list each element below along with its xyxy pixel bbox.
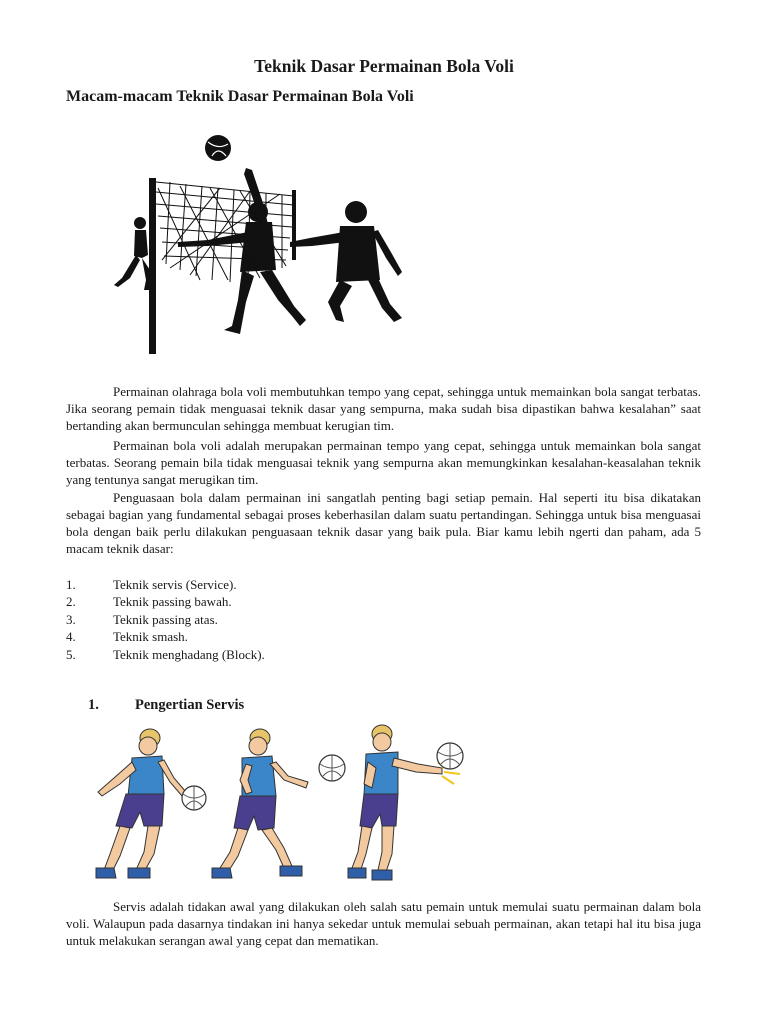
net-post-right xyxy=(292,190,296,260)
player-silhouette-left xyxy=(114,217,150,290)
volleyball-icon xyxy=(319,755,345,781)
serve-figure-3 xyxy=(348,725,463,880)
paragraph-1: Permainan olahraga bola voli membutuhkan tempo yang cepat, sehingga untuk memainkan bola sangat terbatas. Jika seorang pemain tidak menguasai teknik dasar yang sempurna, maka sudah bisa dipastikan bahwa kesalahan” saat bertanding akan bermunculan sehingga membuat kerugian tim. xyxy=(66,384,701,433)
volleyball-icon xyxy=(437,743,463,769)
list-item-number: 1. xyxy=(66,577,76,592)
volleyball-net-illustration xyxy=(100,130,420,355)
volleyball-icon xyxy=(205,135,231,161)
list-item-text: Teknik passing bawah. xyxy=(113,594,232,610)
section-paragraph: Servis adalah tidakan awal yang dilakukan oleh salah satu pemain untuk memulai suatu permainan dalam bola voli. Walaupun pada dasarnya tindakan ini hanya sekedar untuk memulai sebuah permainan, akan tetapi hal itu bisa juga untuk melakukan serangan awal yang cepat dan mematikan. xyxy=(66,899,701,948)
paragraph-3: Penguasaan bola dalam permainan ini sangatlah penting bagi setiap pemain. Hal seperti itu bisa dikatakan sebagai bagian yang fundamental sebagai proses keberhasilan dalam suatu pertandingan. Sehingga untuk bisa menguasai bola dengan baik perlu dilakukan penguasaan teknik dasar yang baik pula. Biar kamu lebih ngerti dan paham, ada 5 macam teknik dasar: xyxy=(66,490,701,556)
list-item-number: 2. xyxy=(66,594,76,610)
section-title: Pengertian Servis xyxy=(135,697,245,713)
document-subtitle: Macam-macam Teknik Dasar Permainan Bola Voli xyxy=(66,88,414,105)
serve-figure-1 xyxy=(96,729,206,878)
section-number: 1. xyxy=(88,697,99,713)
serve-figure-2 xyxy=(212,729,345,878)
document-title: Teknik Dasar Permainan Bola Voli xyxy=(254,56,514,76)
serve-sequence-illustration xyxy=(70,722,470,892)
player-silhouette-blocker xyxy=(290,201,402,322)
list-item-text: Teknik servis (Service). xyxy=(113,577,237,592)
net-post-left xyxy=(149,178,156,354)
list-item-number: 5. xyxy=(66,646,76,662)
list-item-text: Teknik passing atas. xyxy=(113,611,218,627)
list-item-text: Teknik smash. xyxy=(113,629,188,645)
list-item-text: Teknik menghadang (Block). xyxy=(113,646,265,662)
paragraph-2: Permainan bola voli adalah merupakan permainan tempo yang cepat, sehingga untuk memainkan bola sangat terbatas. Seorang pemain bila tidak menguasai teknik yang sempurna akan memungkinkan kesalahan-keasalahan teknik yang tentunya sangat merugikan tim. xyxy=(66,438,701,487)
list-item-number: 4. xyxy=(66,629,76,645)
volleyball-icon xyxy=(182,786,206,810)
list-item-number: 3. xyxy=(66,611,76,627)
